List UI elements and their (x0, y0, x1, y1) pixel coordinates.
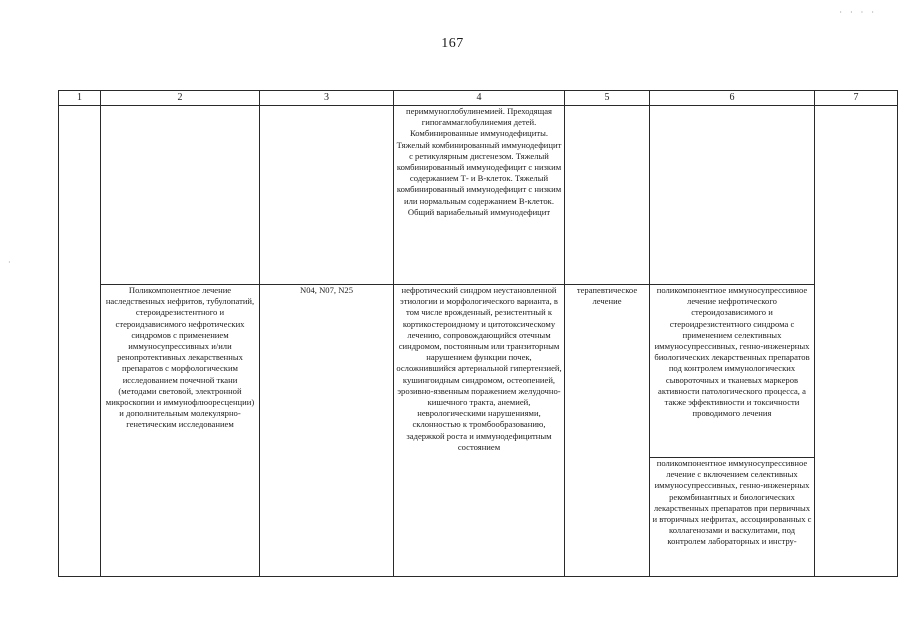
treatment-type-cell: терапевтическое лечение (565, 285, 650, 577)
treatment-type-cell-empty (565, 106, 650, 285)
table-row (59, 106, 898, 285)
column-header-6: 6 (650, 91, 815, 106)
method-cell (650, 458, 815, 577)
column-header-4: 4 (394, 91, 565, 106)
codes-cell: N04, N07, N25 (260, 285, 394, 577)
side-mark: · (8, 258, 11, 267)
column-header-7: 7 (815, 91, 898, 106)
column-header-3: 3 (260, 91, 394, 106)
table-row (59, 285, 898, 458)
medical-care-table (58, 90, 898, 577)
norm-cell (815, 106, 898, 577)
service-cell-empty (101, 106, 260, 285)
diagnosis-cell: нефротический синдром неустановленной этиологии и морфологического варианта, в том числе врожденный, резистентный к кортикостероидному и цитотоксическому лечению, сопровождающийся отечным синдромом, постоянным или транзиторным нарушением функции почек, осложнившийся артериальной гипертензией, кушингоидным синдромом, остеопенией, эрозивно-язвенным поражением желудочно-кишечного тракта, анемией, неврологическими нарушениями, склонностью к тромбообразованию, задержкой роста и иммунодефицитным состоянием (394, 285, 565, 577)
method-cell-empty (650, 106, 815, 285)
column-header-1: 1 (59, 91, 101, 106)
corner-mark: · · · · (839, 8, 877, 17)
service-cell: Поликомпонентное лечение наследственных нефритов, тубулопатий, стероидрезистентного и стероидзависимого нефротических синдромов с применением иммуносупрессивных и/или ренопротективных лекарственных препаратов с морфологическим исследованием почечной ткани (методами световой, электронной микроскопии и иммунофлюоресценции) и дополнительным молекулярно-генетическим исследованием (101, 285, 260, 577)
column-header-2: 2 (101, 91, 260, 106)
method-text: поликомпонентное иммуносупрессивное лечение с включением селективных иммуносупрессивных, генно-инженерных рекомбинантных и биологических лекарственных препаратов при первичных и вторичных нефритах, ассоциированных с коллагенозами и васкулитами, под контролем лабораторных и инстру- (652, 458, 812, 547)
page-number: 167 (441, 36, 464, 51)
header-row (59, 91, 898, 106)
diagnosis-cell: периммуноглобулинемией. Преходящая гипогаммаглобулинемия детей. Комбинированные иммунодефициты. Тяжелый комбинированный иммунодефицит с ретикулярным дисгенезом. Тяжелый комбинированный иммунодефицит с низким содержанием Т- и В-клеток. Тяжелый комбинированный иммунодефицит с низким или нормальным содержанием В-клеток. Общий вариабельный иммунодефицит (394, 106, 565, 285)
row-number-cell (59, 106, 101, 577)
method-cell: поликомпонентное иммуносупрессивное лечение нефротического стероидозависимого и стероидрезистентного синдрома с применением селективных иммуносупрессивных, генно-инженерных биологических лекарственных препаратов под контролем иммунологических сывороточных и тканевых маркеров активности патологического процесса, а также эффективности и токсичности проводимого лечения (650, 285, 815, 458)
codes-cell-empty (260, 106, 394, 285)
column-header-5: 5 (565, 91, 650, 106)
